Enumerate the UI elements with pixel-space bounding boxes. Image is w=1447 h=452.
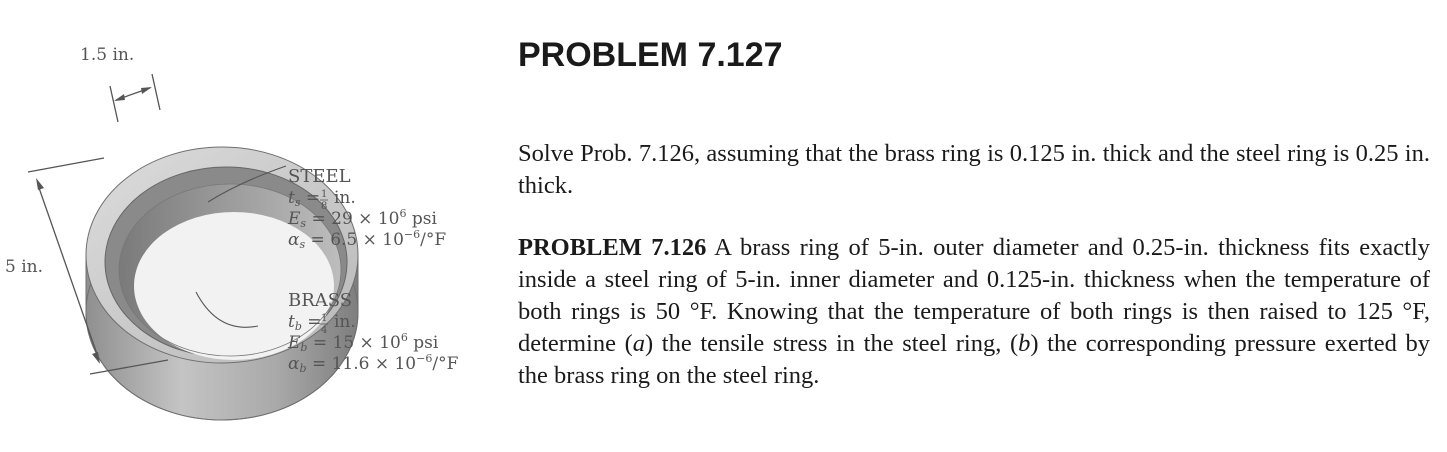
brass-thickness: tb =: [288, 312, 322, 333]
referenced-problem-body-2: ) the tensile stress in the steel ring, (: [645, 330, 1019, 357]
part-b-marker: b: [1018, 330, 1031, 357]
problem-statement: Solve Prob. 7.126, assuming that the brass ring is 0.125 in. thick and the steel ring is 0.25 in. thick.: [518, 140, 1430, 199]
brass-thickness-num: 1: [321, 313, 328, 324]
brass-thickness-unit: in.: [334, 312, 356, 332]
steel-thickness-num: 1: [321, 189, 328, 200]
steel-properties: [287, 166, 446, 251]
steel-thickness-unit: in.: [334, 188, 356, 208]
referenced-problem: [518, 232, 1430, 392]
brass-modulus: $Eb = 15 \times 10^6$ psi: [288, 331, 439, 354]
steel-modulus: $Es = 29 \times 10^6$ psi: [288, 207, 437, 230]
brass-properties: [287, 290, 459, 375]
width-label: 1.5 in.: [80, 45, 135, 65]
problem-title: PROBLEM 7.127: [518, 36, 783, 74]
steel-thickness: ts =: [288, 188, 321, 209]
steel-title: STEEL: [288, 166, 351, 187]
brass-expansion: $\alpha b = 11.6 \times 10^{-6}/^\circ F$: [288, 352, 459, 375]
steel-expansion: $\alpha s = 6.5 \times 10^{-6}/^\circ F$: [288, 228, 447, 251]
referenced-problem-label: PROBLEM 7.126: [518, 234, 707, 261]
ring-figure: [0, 0, 500, 452]
referenced-problem-body-1: A brass ring of 5-in. outer diameter and 0.25-in. thickness fits exactly inside a steel ring of 5-in. inner diameter and 0.125-in. thickness when the temperature of both rings is 50 °F. Knowing that the temperature of both rings is then raised to 125 °F, determine (: [518, 234, 1430, 357]
brass-thickness-den: 4: [321, 325, 328, 336]
referenced-problem-body-3: ) the corresponding pressure exerted by the brass ring on the steel ring.: [518, 330, 1430, 389]
brass-title: BRASS: [288, 290, 353, 311]
width-dimension: [110, 74, 160, 122]
diameter-label: 5 in.: [5, 257, 44, 277]
steel-thickness-den: 8: [321, 201, 328, 212]
part-a-marker: a: [632, 330, 645, 357]
